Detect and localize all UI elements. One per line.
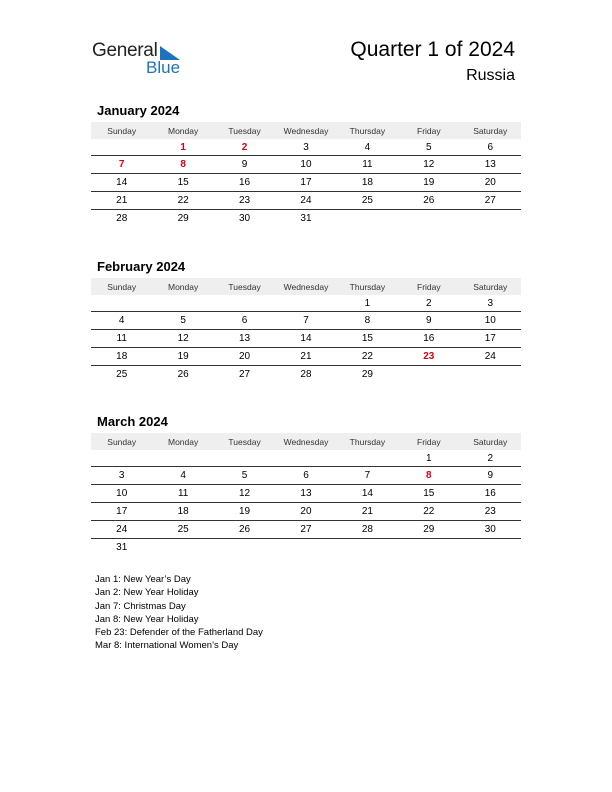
day-cell: 25: [116, 369, 128, 380]
day-cell: 9: [398, 312, 459, 330]
day-cell: 5: [214, 467, 275, 485]
week-row: [91, 503, 521, 521]
day-cell: 2: [460, 450, 521, 467]
day-cell: 11: [337, 156, 398, 174]
empty-day-cell: [214, 450, 275, 467]
weekday-label: Wednesday: [275, 433, 336, 450]
day-cell: 17: [275, 174, 336, 192]
logo-text-general: General: [92, 40, 158, 61]
day-cell: 15: [337, 330, 398, 348]
day-cell: 24: [460, 348, 521, 366]
day-cell: 1: [152, 139, 213, 156]
day-cell: 12: [152, 330, 213, 348]
day-cell: 16: [460, 485, 521, 503]
empty-day-cell: [337, 210, 398, 228]
day-cell: 25: [152, 521, 213, 539]
day-cell: 8: [152, 156, 213, 174]
weekday-header-row: [91, 122, 521, 139]
day-cell: 18: [337, 174, 398, 192]
day-cell: 26: [214, 521, 275, 539]
day-cell: 6: [275, 467, 336, 485]
day-cell: 20: [275, 503, 336, 521]
holiday-entry: Jan 7: Christmas Day: [95, 600, 186, 612]
day-cell: 19: [152, 348, 213, 366]
day-cell: 30: [238, 213, 251, 224]
day-cell: 15: [152, 174, 213, 192]
empty-day-cell: [337, 450, 398, 467]
day-cell: 17: [91, 503, 152, 521]
day-cell: 10: [275, 156, 336, 174]
holiday-entry: Jan 8: New Year Holiday: [95, 613, 199, 625]
week-row: [91, 539, 521, 557]
month-january: [91, 102, 521, 227]
day-cell: 19: [214, 503, 275, 521]
month-title: February 2024: [97, 259, 186, 274]
day-cell: 16: [214, 174, 275, 192]
day-cell: 14: [275, 330, 336, 348]
weekday-label: Tuesday: [214, 122, 275, 139]
day-cell: 1: [337, 295, 398, 312]
empty-day-cell: [152, 539, 213, 557]
day-cell: 15: [398, 485, 459, 503]
week-row: [91, 467, 521, 485]
day-cell: 28: [300, 369, 312, 380]
day-cell: 4: [337, 139, 398, 156]
day-cell: 21: [275, 348, 336, 366]
day-cell: 26: [398, 192, 459, 210]
day-cell: 28: [337, 521, 398, 539]
week-row: [91, 348, 521, 366]
week-row: [91, 366, 521, 384]
day-cell: 14: [91, 174, 152, 192]
day-cell: 18: [91, 348, 152, 366]
day-cell: 13: [275, 485, 336, 503]
weekday-header-row: [91, 278, 521, 295]
day-cell: 2: [214, 139, 275, 156]
weekday-label: Friday: [398, 122, 459, 139]
week-row: [91, 139, 521, 156]
day-cell: 25: [337, 192, 398, 210]
day-cell: 10: [460, 312, 521, 330]
day-cell: 13: [214, 330, 275, 348]
day-cell: 8: [337, 312, 398, 330]
day-cell: 30: [460, 521, 521, 539]
day-cell: 14: [337, 485, 398, 503]
day-cell: 5: [152, 312, 213, 330]
day-cell: 31: [300, 213, 312, 224]
week-row: [91, 156, 521, 174]
day-cell: 18: [152, 503, 213, 521]
day-cell: 6: [214, 312, 275, 330]
empty-day-cell: [398, 539, 459, 557]
holiday-entry: Jan 2: New Year Holiday: [95, 587, 199, 599]
empty-day-cell: [214, 295, 275, 312]
week-row: [91, 295, 521, 312]
day-cell: 4: [91, 312, 152, 330]
weekday-label: Monday: [152, 278, 213, 295]
day-cell: 19: [398, 174, 459, 192]
weekday-label: Wednesday: [275, 278, 336, 295]
weekday-label: Wednesday: [275, 122, 336, 139]
day-cell: 29: [177, 213, 189, 224]
weekday-label: Monday: [152, 433, 213, 450]
day-cell: 28: [116, 213, 128, 224]
day-cell: 21: [91, 192, 152, 210]
empty-day-cell: [91, 450, 152, 467]
day-cell: 24: [275, 192, 336, 210]
weekday-label: Thursday: [337, 278, 398, 295]
week-row: [91, 174, 521, 192]
empty-day-cell: [91, 139, 152, 156]
day-cell: 29: [398, 521, 459, 539]
weekday-label: Sunday: [91, 433, 152, 450]
month-february: [91, 258, 521, 383]
holiday-entry: Jan 1: New Year’s Day: [95, 574, 191, 585]
month-title: January 2024: [97, 103, 180, 118]
holiday-entry: Feb 23: Defender of the Fatherland Day: [95, 627, 263, 639]
day-cell: 22: [337, 348, 398, 366]
weekday-label: Saturday: [460, 433, 521, 450]
day-cell: 3: [91, 467, 152, 485]
day-cell: 8: [398, 467, 459, 485]
day-cell: 1: [398, 450, 459, 467]
day-cell: 23: [398, 348, 459, 366]
day-cell: 27: [238, 369, 251, 380]
empty-day-cell: [91, 295, 152, 312]
holiday-list: [95, 573, 263, 653]
empty-day-cell: [275, 539, 336, 557]
day-cell: 4: [152, 467, 213, 485]
day-cell: 9: [214, 156, 275, 174]
day-cell: 27: [275, 521, 336, 539]
day-cell: 22: [398, 503, 459, 521]
empty-day-cell: [152, 450, 213, 467]
weekday-label: Friday: [398, 278, 459, 295]
weekday-label: Thursday: [337, 433, 398, 450]
calendar-table: [91, 433, 521, 556]
empty-day-cell: [214, 539, 275, 557]
generalblue-logo: [92, 40, 192, 80]
day-cell: 11: [152, 485, 213, 503]
week-row: [91, 312, 521, 330]
empty-day-cell: [152, 295, 213, 312]
weekday-label: Sunday: [91, 278, 152, 295]
day-cell: 20: [214, 348, 275, 366]
day-cell: 23: [460, 503, 521, 521]
empty-day-cell: [460, 210, 521, 228]
week-row: [91, 192, 521, 210]
week-row: [91, 330, 521, 348]
weekday-label: Tuesday: [214, 433, 275, 450]
empty-day-cell: [275, 295, 336, 312]
day-cell: 13: [460, 156, 521, 174]
calendar-table: [91, 278, 521, 383]
day-cell: 12: [398, 156, 459, 174]
empty-day-cell: [275, 450, 336, 467]
day-cell: 7: [91, 156, 152, 174]
week-row: [91, 485, 521, 503]
day-cell: 3: [275, 139, 336, 156]
day-cell: 2: [398, 295, 459, 312]
quarter-title: Quarter 1 of 2024: [350, 38, 515, 61]
day-cell: 5: [398, 139, 459, 156]
day-cell: 6: [460, 139, 521, 156]
day-cell: 26: [177, 369, 189, 380]
weekday-label: Friday: [398, 433, 459, 450]
logo-text-blue: Blue: [146, 58, 181, 77]
day-cell: 21: [337, 503, 398, 521]
week-row: [91, 521, 521, 539]
empty-day-cell: [337, 539, 398, 557]
empty-day-cell: [460, 539, 521, 557]
calendar-table: [91, 122, 521, 227]
weekday-label: Tuesday: [214, 278, 275, 295]
day-cell: 10: [91, 485, 152, 503]
day-cell: 11: [91, 330, 152, 348]
weekday-label: Saturday: [460, 122, 521, 139]
empty-day-cell: [398, 366, 459, 384]
weekday-label: Sunday: [91, 122, 152, 139]
weekday-label: Thursday: [337, 122, 398, 139]
day-cell: 23: [214, 192, 275, 210]
empty-day-cell: [460, 366, 521, 384]
day-cell: 16: [398, 330, 459, 348]
week-row: [91, 450, 521, 467]
day-cell: 24: [91, 521, 152, 539]
weekday-label: Monday: [152, 122, 213, 139]
holiday-entry: Mar 8: International Women’s Day: [95, 640, 239, 652]
day-cell: 7: [337, 467, 398, 485]
month-march: [91, 413, 521, 556]
weekday-header-row: [91, 433, 521, 450]
week-row: [91, 210, 521, 228]
day-cell: 31: [116, 542, 128, 553]
day-cell: 17: [460, 330, 521, 348]
day-cell: 12: [214, 485, 275, 503]
day-cell: 9: [460, 467, 521, 485]
month-title: March 2024: [97, 414, 168, 429]
weekday-label: Saturday: [460, 278, 521, 295]
day-cell: 27: [460, 192, 521, 210]
day-cell: 7: [275, 312, 336, 330]
country-name: Russia: [466, 67, 515, 84]
empty-day-cell: [398, 210, 459, 228]
day-cell: 20: [460, 174, 521, 192]
day-cell: 22: [152, 192, 213, 210]
day-cell: 29: [361, 369, 373, 380]
day-cell: 3: [460, 295, 521, 312]
